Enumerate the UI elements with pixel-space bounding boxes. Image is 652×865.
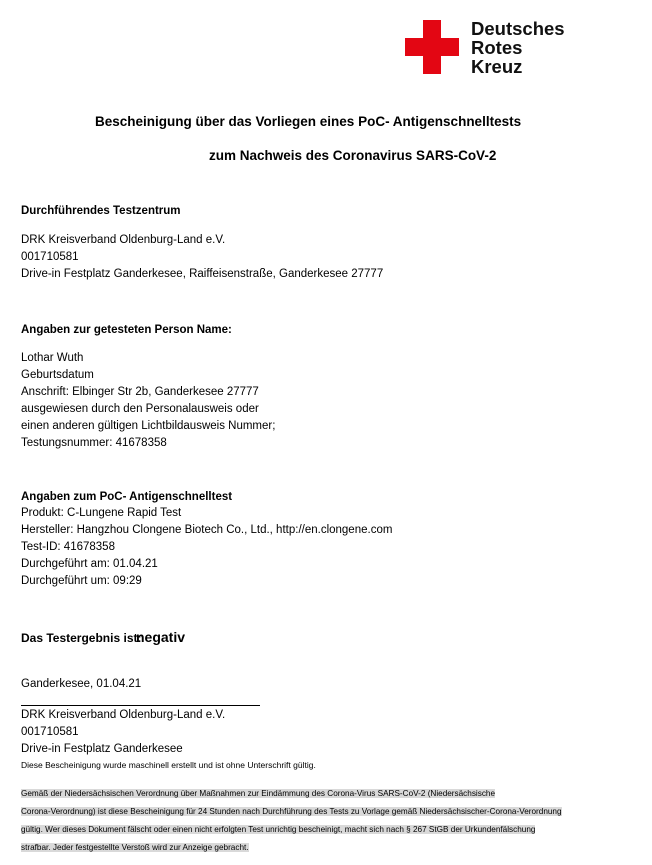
person-id-line-2: einen anderen gültigen Lichtbildausweis Nummer; — [21, 420, 276, 432]
signature-org: DRK Kreisverband Oldenburg-Land e.V. — [21, 709, 226, 721]
test-block — [21, 505, 392, 590]
signature-location: Drive-in Festplatz Ganderkesee — [21, 743, 183, 755]
signature-block — [21, 707, 225, 758]
test-time: Durchgeführt um: 09:29 — [21, 575, 142, 587]
result-value: negativ — [136, 629, 186, 645]
red-cross-icon — [405, 20, 459, 74]
signature-id: 001710581 — [21, 726, 79, 738]
person-heading: Angaben zur getesteten Person Name: — [21, 324, 232, 336]
logo-wordmark — [471, 19, 565, 76]
person-id-line-1: ausgewiesen durch den Personalausweis oder — [21, 403, 259, 415]
logo-line-3: Kreuz — [471, 56, 523, 77]
test-center-location: Drive-in Festplatz Ganderkesee, Raiffeisenstraße, Ganderkesee 27777 — [21, 268, 384, 280]
test-product: Produkt: C-Lungene Rapid Test — [21, 507, 182, 519]
test-date: Durchgeführt am: 01.04.21 — [21, 558, 158, 570]
disclaimer-line-2: Corona-Verordnung) ist diese Bescheinigung für 24 Stunden nach Durchführung des Tests zu Vorlage gemäß Niedersächsischer-Corona-Verordnung — [21, 807, 562, 816]
logo-line-2: Rotes — [471, 37, 523, 58]
person-name: Lothar Wuth — [21, 352, 84, 364]
test-heading: Angaben zum PoC- Antigenschnelltest — [21, 491, 233, 503]
place-date: Ganderkesee, 01.04.21 — [21, 678, 142, 690]
test-center-name: DRK Kreisverband Oldenburg-Land e.V. — [21, 234, 226, 246]
document-title: Bescheinigung über das Vorliegen eines PoC- Antigenschnelltests — [95, 114, 522, 129]
logo-line-1: Deutsches — [471, 18, 565, 39]
person-address: Anschrift: Elbinger Str 2b, Ganderkesee 27777 — [21, 386, 259, 398]
test-manufacturer: Hersteller: Hangzhou Clongene Biotech Co., Ltd., http://en.clongene.com — [21, 524, 393, 536]
person-test-number: Testungsnummer: 41678358 — [21, 437, 167, 449]
result-label: Das Testergebnis ist: — [21, 631, 142, 645]
person-block — [21, 350, 275, 452]
disclaimer-line-3: gültig. Wer dieses Dokument fälscht oder einen nicht erfolgten Test unrichtig bescheinigt, macht sich nach § 267 StGB der Urkundenfälschung — [21, 825, 536, 834]
test-center-block — [21, 232, 383, 283]
legal-disclaimer — [21, 785, 581, 857]
test-id: Test-ID: 41678358 — [21, 541, 115, 553]
disclaimer-line-1: Gemäß der Niedersächsischen Verordnung über Maßnahmen zur Eindämmung des Corona-Virus SARS-CoV-2 (Niedersächsische — [21, 789, 496, 798]
person-birthdate: Geburtsdatum — [21, 369, 94, 381]
disclaimer-line-4: strafbar. Jeder festgestellte Verstoß wird zur Anzeige gebracht. — [21, 843, 249, 852]
signature-line — [21, 705, 260, 706]
test-center-id: 001710581 — [21, 251, 79, 263]
machine-generated-note: Diese Bescheinigung wurde maschinell erstellt und ist ohne Unterschrift gültig. — [21, 760, 316, 770]
drk-logo — [405, 20, 575, 76]
test-center-heading: Durchführendes Testzentrum — [21, 205, 181, 217]
document-subtitle: zum Nachweis des Coronavirus SARS-CoV-2 — [209, 148, 497, 163]
